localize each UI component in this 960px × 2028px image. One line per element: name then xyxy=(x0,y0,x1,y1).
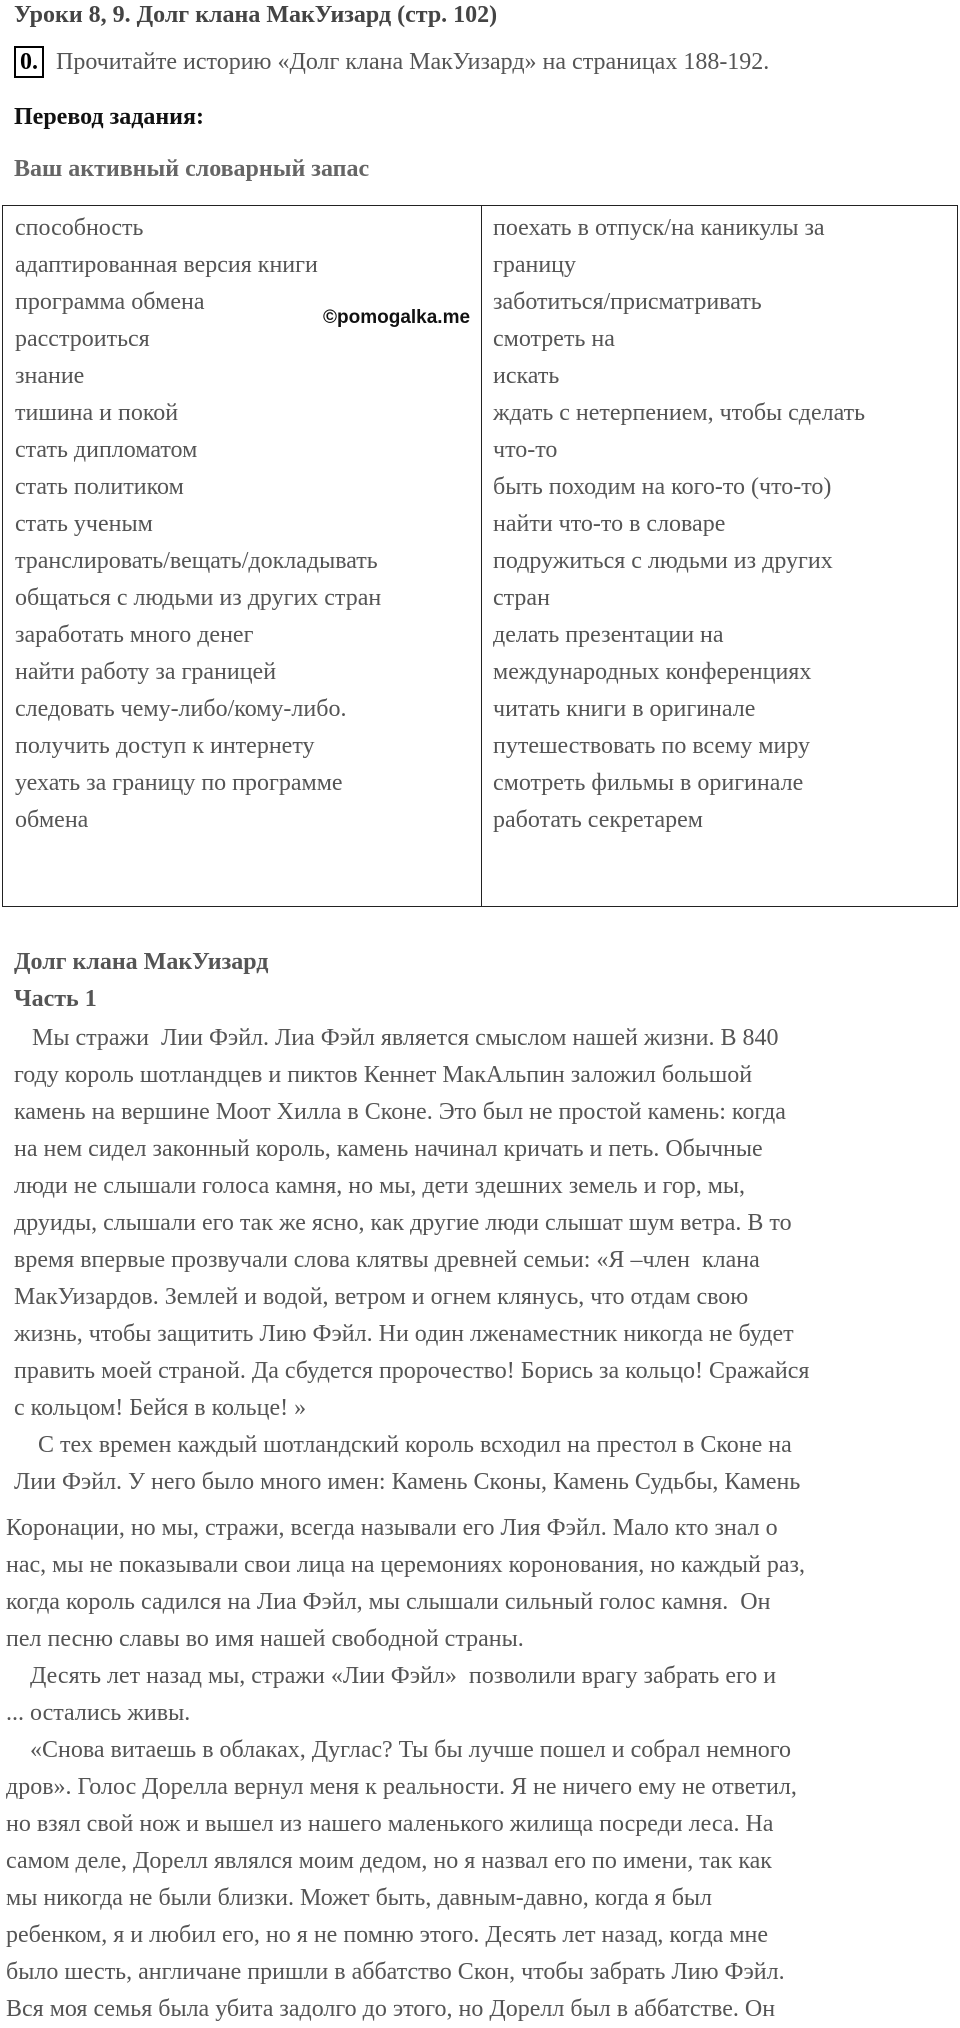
story-line: году король шотландцев и пиктов Кеннет МакАльпин заложил большой xyxy=(14,1062,753,1088)
vocab-item: найти что-то в словаре xyxy=(493,511,726,537)
story-line: Мы стражи Лии Фэйл. Лиа Фэйл является смыслом нашей жизни. В 840 xyxy=(14,1025,779,1051)
table-divider xyxy=(481,206,482,906)
vocab-item: заработать много денег xyxy=(15,622,254,648)
story-line: ... остались живы. xyxy=(6,1700,191,1726)
vocab-item: общаться с людьми из других стран xyxy=(15,585,382,611)
vocab-item: следовать чему-либо/кому-либо. xyxy=(15,696,347,722)
story-line: МакУизардов. Землей и водой, ветром и огнем клянусь, что отдам свою xyxy=(14,1284,749,1310)
vocab-item: границу xyxy=(493,252,577,278)
story-line: на нем сидел законный король, камень начинал кричать и петь. Обычные xyxy=(14,1136,763,1162)
page-title: Уроки 8, 9. Долг клана МакУизард (стр. 102) xyxy=(14,2,498,28)
vocab-column-right xyxy=(493,210,865,839)
vocab-item: подружиться с людьми из других xyxy=(493,548,833,574)
vocab-item: стать ученым xyxy=(15,511,153,537)
story-line: с кольцом! Бейся в кольце! » xyxy=(14,1395,307,1421)
vocab-item: найти работу за границей xyxy=(15,659,277,685)
vocab-table xyxy=(2,205,958,907)
vocab-item: что-то xyxy=(493,437,558,463)
story-line: мы никогда не были близки. Может быть, давным-давно, когда я был xyxy=(6,1885,713,1911)
vocab-item: транслировать/вещать/докладывать xyxy=(15,548,378,574)
vocab-item: искать xyxy=(493,363,560,389)
vocab-item: тишина и покой xyxy=(15,400,179,426)
story-line: но взял свой нож и вышел из нашего маленького жилища посреди леса. На xyxy=(6,1811,774,1837)
vocab-item: получить доступ к интернету xyxy=(15,733,315,759)
vocab-item: быть походим на кого-то (что-то) xyxy=(493,474,832,500)
story-line: жизнь, чтобы защитить Лию Фэйл. Ни один лженаместник никогда не будет xyxy=(14,1321,794,1347)
vocab-item: знание xyxy=(15,363,85,389)
vocab-item: поехать в отпуск/на каникулы за xyxy=(493,215,825,241)
story-line: С тех времен каждый шотландский король всходил на престол в Сконе на xyxy=(14,1432,792,1458)
story-line: пел песню славы во имя нашей свободной страны. xyxy=(6,1626,524,1652)
vocab-heading: Ваш активный словарный запас xyxy=(14,156,370,182)
story-line: ребенком, я и любил его, но я не помню этого. Десять лет назад, когда мне xyxy=(6,1922,769,1948)
story-line: дров». Голос Дорелла вернул меня к реальности. Я не ничего ему не ответил, xyxy=(6,1774,797,1800)
vocab-item: работать секретарем xyxy=(493,807,703,833)
vocab-item: смотреть на xyxy=(493,326,615,352)
vocab-item: обмена xyxy=(15,807,89,833)
translation-heading: Перевод задания: xyxy=(14,104,204,130)
story-line: камень на вершине Моот Хилла в Сконе. Это был не простой камень: когда xyxy=(14,1099,786,1125)
story-line: Коронации, но мы, стражи, всегда называли его Лия Фэйл. Мало кто знал о xyxy=(6,1515,778,1541)
story-line: править моей страной. Да сбудется пророчество! Борись за кольцо! Сражайся xyxy=(14,1358,810,1384)
story-line: друиды, слышали его так же ясно, как другие люди слышат шум ветра. В то xyxy=(14,1210,792,1236)
vocab-item: стран xyxy=(493,585,550,611)
story-line: когда король садился на Лиа Фэйл, мы слышали сильный голос камня. Он xyxy=(6,1589,771,1615)
vocab-item: способность xyxy=(15,215,144,241)
vocab-item: путешествовать по всему миру xyxy=(493,733,811,759)
story-line: Вся моя семья была убита задолго до этого, но Дорелл был в аббатстве. Он xyxy=(6,1996,776,2022)
vocab-item: адаптированная версия книги xyxy=(15,252,318,278)
story-line: Десять лет назад мы, стражи «Лии Фэйл» позволили врагу забрать его и xyxy=(6,1663,777,1689)
vocab-item: стать дипломатом xyxy=(15,437,198,463)
vocab-item: расстроиться xyxy=(15,326,150,352)
story-line: «Снова витаешь в облаках, Дуглас? Ты бы лучше пошел и собрал немного xyxy=(6,1737,792,1763)
story-line: время впервые прозвучали слова клятвы древней семьи: «Я –член клана xyxy=(14,1247,760,1273)
story-line: было шесть, англичане пришли в аббатство Скон, чтобы забрать Лию Фэйл. xyxy=(6,1959,785,1985)
story-title: Долг клана МакУизард xyxy=(14,949,269,975)
vocab-item: ждать с нетерпением, чтобы сделать xyxy=(493,400,866,426)
vocab-item: международных конференциях xyxy=(493,659,812,685)
task-number-box: 0. xyxy=(14,46,44,78)
task-row xyxy=(14,46,769,78)
vocab-item: читать книги в оригинале xyxy=(493,696,756,722)
story-text-block-2 xyxy=(6,1510,805,2028)
story-line: нас, мы не показывали свои лица на церемониях коронования, но каждый раз, xyxy=(6,1552,805,1578)
story-line: Лии Фэйл. У него было много имен: Камень Сконы, Камень Судьбы, Камень xyxy=(14,1469,801,1495)
vocab-item: стать политиком xyxy=(15,474,184,500)
part-title: Часть 1 xyxy=(14,986,97,1012)
vocab-item: уехать за границу по программе xyxy=(15,770,343,796)
watermark: ©pomogalka.me xyxy=(323,307,471,328)
story-text-block-1 xyxy=(14,1020,809,1501)
vocab-item: смотреть фильмы в оригинале xyxy=(493,770,804,796)
vocab-item: делать презентации на xyxy=(493,622,724,648)
story-line: самом деле, Дорелл являлся моим дедом, но я назвал его по имени, так как xyxy=(6,1848,772,1874)
story-line: люди не слышали голоса камня, но мы, дети здешних земель и гор, мы, xyxy=(14,1173,746,1199)
vocab-item: заботиться/присматривать xyxy=(493,289,762,315)
task-text: Прочитайте историю «Долг клана МакУизард» на страницах 188-192. xyxy=(56,48,770,75)
vocab-column-left xyxy=(15,210,381,839)
vocab-item: программа обмена xyxy=(15,289,205,315)
